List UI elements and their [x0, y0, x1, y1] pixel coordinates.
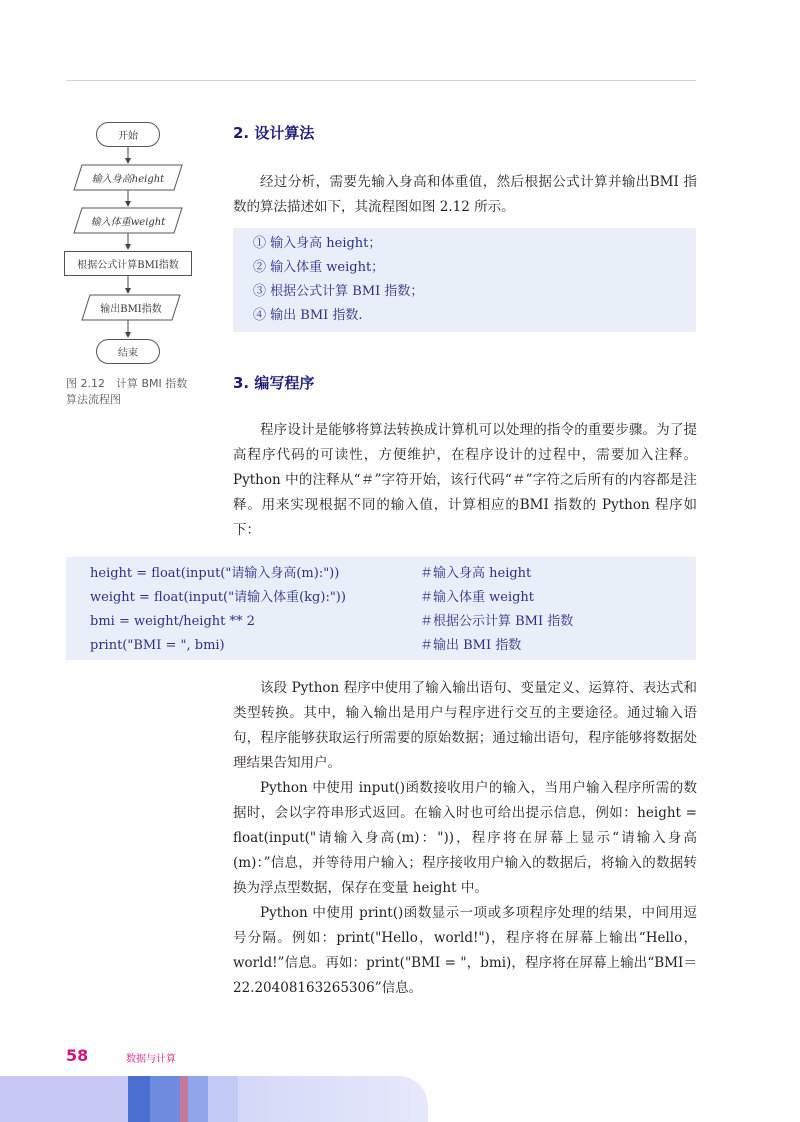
band-segment: [180, 1076, 188, 1122]
code-comment: ＃输入体重 weight: [420, 590, 535, 605]
flow-compute: 根据公式计算BMI指数: [64, 251, 192, 276]
algo-step: ① 输入身高 height；: [253, 236, 382, 251]
section2-intro: [233, 170, 697, 220]
code-line: height = float(input("请输入身高(m):")): [90, 566, 340, 581]
flow-start: 开始: [96, 122, 160, 147]
band-segment: [0, 1076, 128, 1122]
body-text: [233, 676, 697, 1001]
section3-heading: 3. 编写程序: [233, 374, 315, 392]
algo-step: ④ 输出 BMI 指数.: [253, 308, 363, 323]
code-row: [90, 610, 696, 634]
code-line: weight = float(input("请输入体重(kg):")): [90, 590, 346, 605]
section3-intro-text: 程序设计是能够将算法转换成计算机可以处理的指令的重要步骤。为了提高程序代码的可读性，方便维护，在程序设计的过程中，需要加入注释。Python 中的注释从“＃”字符开始，该行代码“＃”字符之后所有的内容都是注释。用来实现根据不同的输入值，计算相应的BMI 指数的 Python 程序如下：: [233, 422, 697, 538]
book-title: 数据与计算: [126, 1054, 176, 1065]
code-comment: ＃输出 BMI 指数: [420, 638, 522, 653]
code-comment: ＃输入身高 height: [420, 566, 532, 581]
flow-end: 结束: [96, 339, 160, 364]
algo-step: ② 输入体重 weight；: [253, 260, 385, 275]
code-row: [90, 634, 696, 658]
body-paragraph: 该段 Python 程序中使用了输入输出语句、变量定义、运算符、表达式和类型转换。其中，输入输出是用户与程序进行交互的主要途径。通过输入语句，程序能够获取运行所需要的原始数据；通过输出语句，程序能够将数据处理结果告知用户。: [233, 680, 697, 771]
figure-caption: [66, 376, 216, 408]
code-row: [90, 562, 696, 586]
band-segment: [150, 1076, 180, 1122]
flow-input-height: 输入身高height: [91, 174, 165, 185]
caption-line-1: 图 2.12 计算 BMI 指数: [66, 377, 188, 390]
band-segment: [208, 1076, 238, 1122]
code-comment: ＃根据公示计算 BMI 指数: [420, 614, 574, 629]
flowchart: [62, 118, 202, 368]
body-paragraph: Python 中使用 input()函数接收用户的输入，当用户输入程序所需的数据时，会以字符串形式返回。在输入时也可给出提示信息，例如：height = float(input("请输入身高(m)："))，程序将在屏幕上显示“请输入身高(m)：”信息，并等待用户输入；程序接收用户输入的数据后，将输入的数据转换为浮点型数据，保存在变量 height 中。: [233, 780, 697, 896]
algo-step: ③ 根据公式计算 BMI 指数；: [253, 284, 424, 299]
body-paragraph: Python 中使用 print()函数显示一项或多项程序处理的结果，中间用逗号分隔。例如：print("Hello，world!")，程序将在屏幕上输出“Hello，world!”信息。再如：print("BMI = "，bmi)，程序将在屏幕上输出“BMI＝ 22.20408163265306”信息。: [233, 905, 697, 996]
flow-output: 输出BMI指数: [100, 304, 162, 315]
code-row: [90, 586, 696, 610]
band-segment: [188, 1076, 208, 1122]
top-rule: [66, 80, 696, 81]
section3-intro: [233, 418, 697, 543]
code-line: print("BMI = ", bmi): [90, 638, 225, 653]
caption-line-2: 算法流程图: [66, 393, 121, 406]
band-segment: [128, 1076, 150, 1122]
code-line: bmi = weight/height ** 2: [90, 614, 255, 629]
flow-input-weight: 输入体重weight: [90, 217, 166, 228]
page-number: 58: [66, 1046, 89, 1065]
code-box: [66, 557, 696, 660]
band-segment: [238, 1076, 428, 1122]
section2-intro-text: 经过分析，需要先输入身高和体重值，然后根据公式计算并输出BMI 指数的算法描述如下，其流程图如图 2.12 所示。: [233, 174, 697, 215]
flowchart-arrows: [62, 118, 202, 368]
algorithm-box: [233, 228, 696, 332]
section2-heading: 2. 设计算法: [233, 124, 315, 142]
